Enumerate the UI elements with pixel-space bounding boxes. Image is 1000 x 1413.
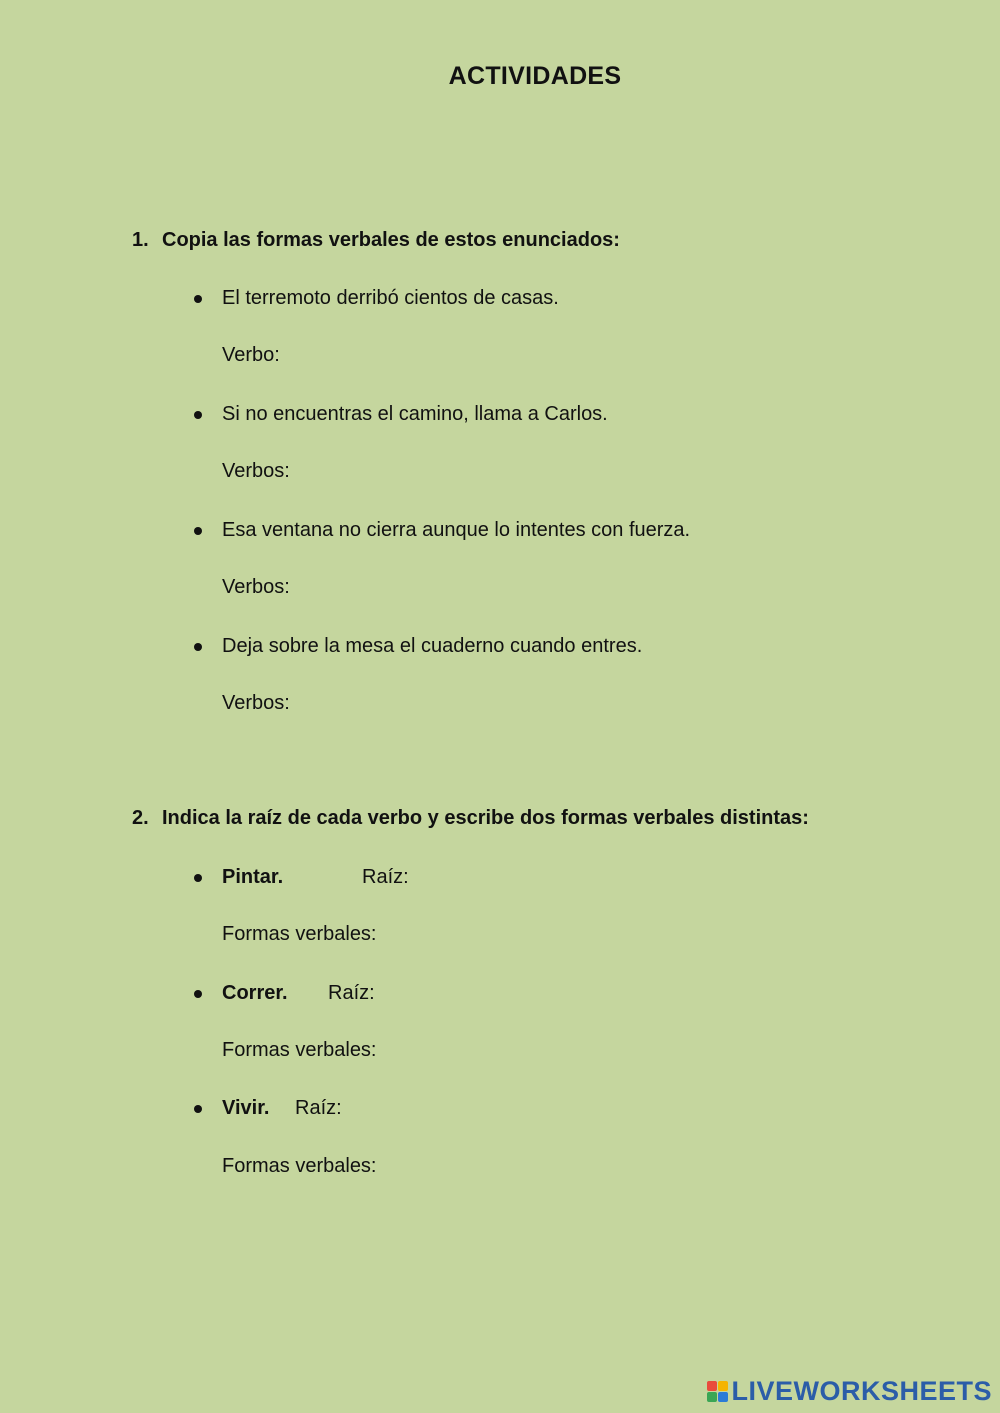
bullet-icon <box>194 411 202 419</box>
bullet-icon <box>194 874 202 882</box>
q1-answer-label-4: Verbos: <box>222 692 290 714</box>
q2-root-label-1: Raíz: <box>362 866 409 888</box>
liveworksheets-logo-icon <box>707 1381 728 1402</box>
q2-verb-2 <box>222 982 288 1005</box>
logo-square <box>707 1392 717 1402</box>
logo-square <box>718 1392 728 1402</box>
liveworksheets-logo-text: LIVEWORKSHEETS <box>731 1376 992 1406</box>
page-title: ACTIVIDADES <box>448 62 622 90</box>
bullet-icon <box>194 990 202 998</box>
q1-answer-label-2: Verbos: <box>222 460 290 482</box>
question-1-heading <box>132 229 620 252</box>
bullet-icon <box>194 643 202 651</box>
q2-verb-3 <box>222 1097 269 1120</box>
question-1-number: 1. <box>132 229 149 251</box>
q1-sentence-4: Deja sobre la mesa el cuaderno cuando entres. <box>222 635 643 657</box>
q2-root-label-2: Raíz: <box>328 982 375 1004</box>
q1-sentence-1: El terremoto derribó cientos de casas. <box>222 287 559 309</box>
logo-square <box>718 1381 728 1391</box>
logo-square <box>707 1381 717 1391</box>
q2-verb-1 <box>222 866 283 889</box>
question-2-heading <box>132 807 809 830</box>
q1-sentence-2: Si no encuentras el camino, llama a Carlos. <box>222 403 608 425</box>
bullet-icon <box>194 527 202 535</box>
question-2-number: 2. <box>132 807 149 829</box>
q2-forms-label-2: Formas verbales: <box>222 1039 377 1061</box>
liveworksheets-logo <box>707 1376 992 1407</box>
bullet-icon <box>194 1105 202 1113</box>
q1-sentence-3: Esa ventana no cierra aunque lo intentes con fuerza. <box>222 519 691 541</box>
q2-forms-label-3: Formas verbales: <box>222 1155 377 1177</box>
question-2-text: Indica la raíz de cada verbo y escribe dos formas verbales distintas: <box>162 807 809 829</box>
q1-answer-label-3: Verbos: <box>222 576 290 598</box>
question-1-text: Copia las formas verbales de estos enunciados: <box>162 229 620 251</box>
bullet-icon <box>194 295 202 303</box>
q2-verb-2-text: Correr. <box>222 982 288 1004</box>
q2-root-label-3: Raíz: <box>295 1097 342 1119</box>
q2-verb-1-text: Pintar. <box>222 866 284 888</box>
q2-forms-label-1: Formas verbales: <box>222 923 377 945</box>
q2-verb-3-text: Vivir. <box>222 1097 270 1119</box>
q1-answer-label-1: Verbo: <box>222 344 280 366</box>
